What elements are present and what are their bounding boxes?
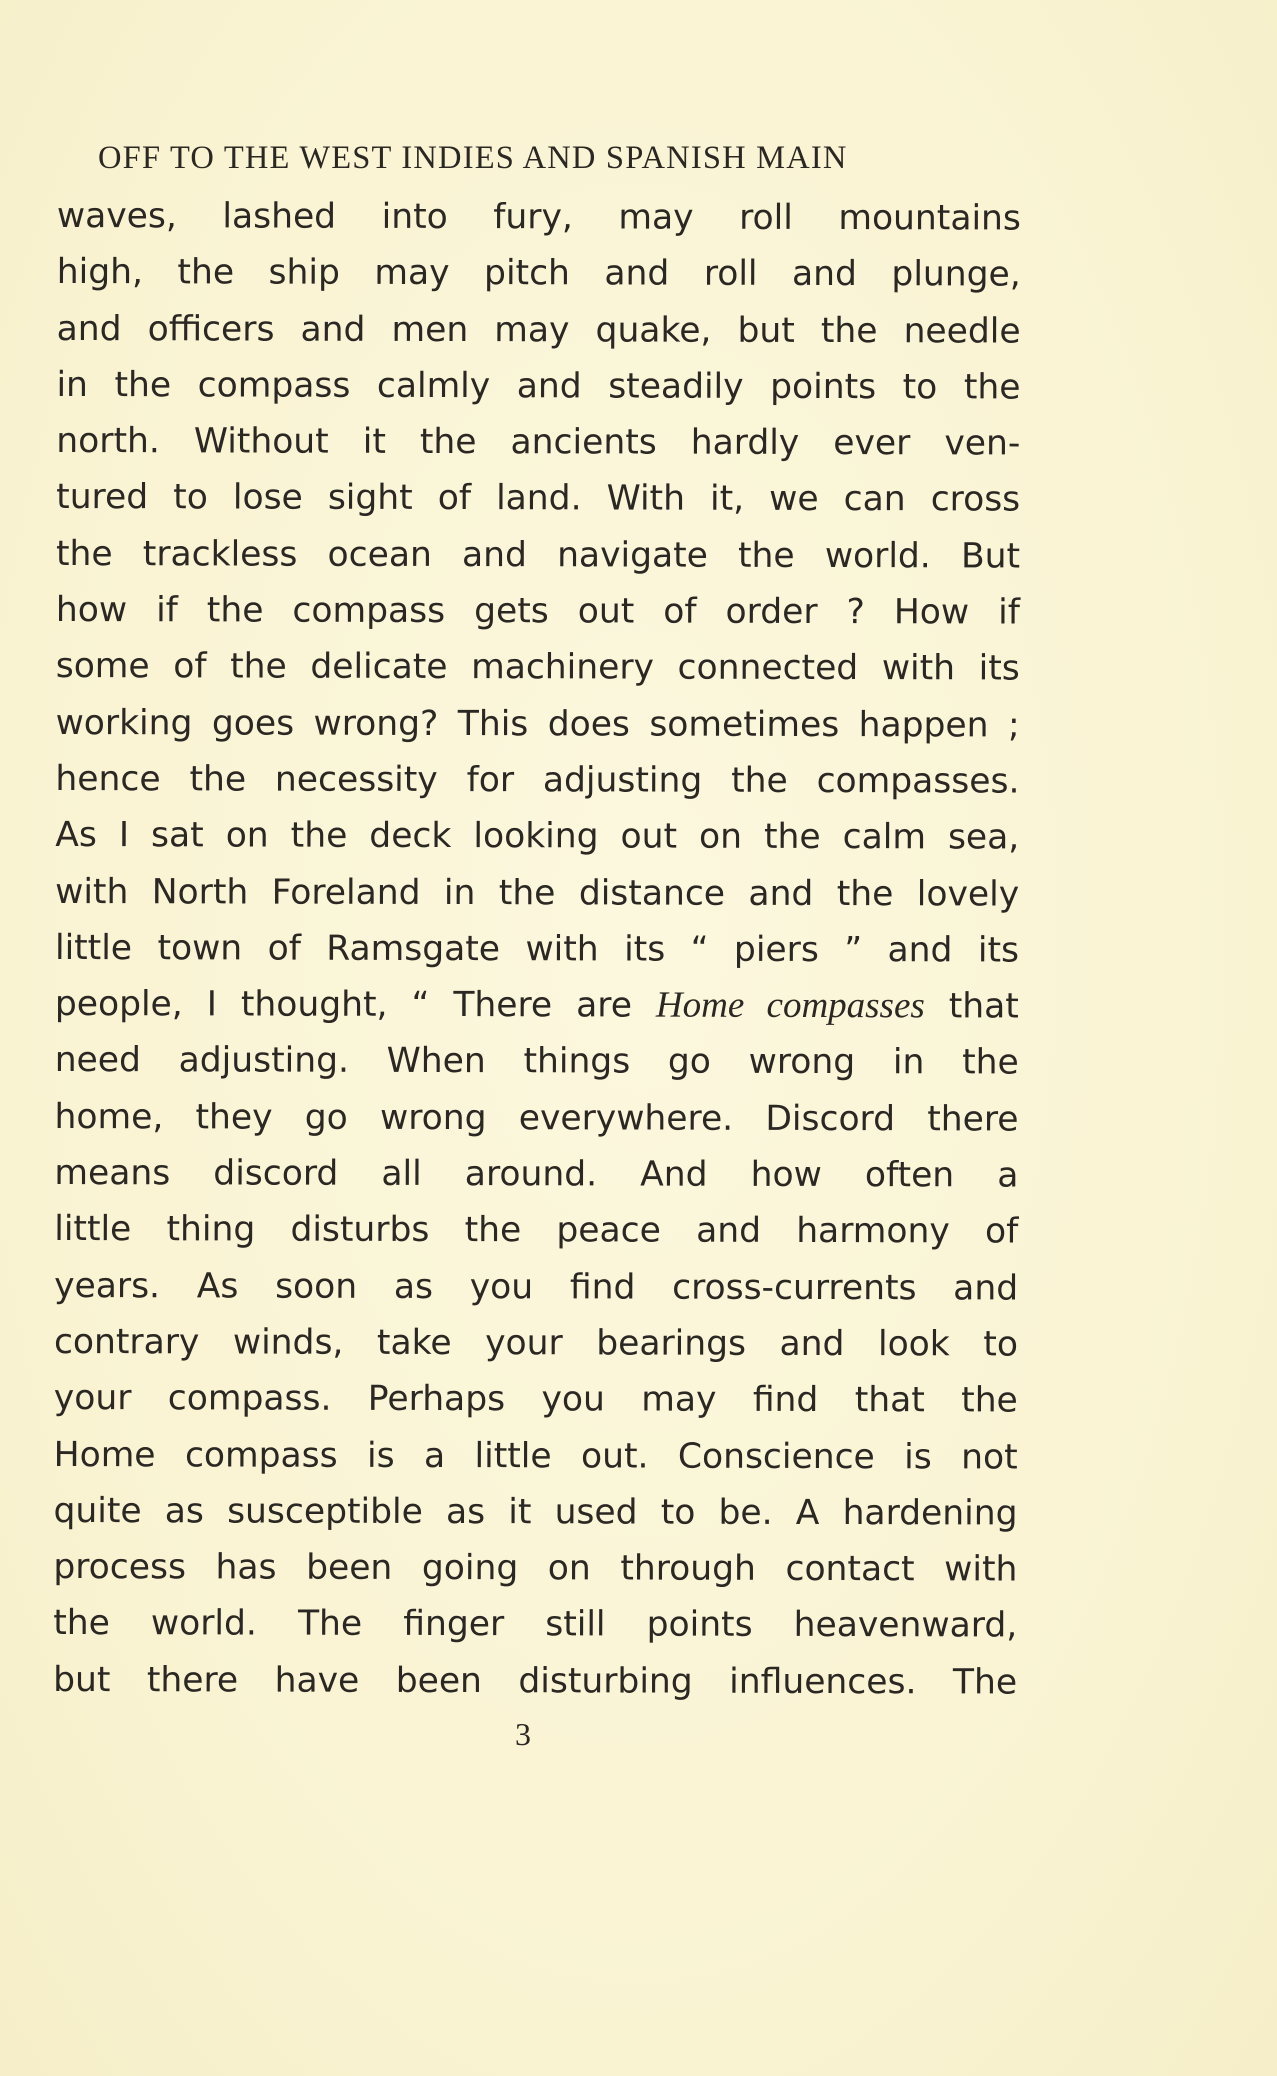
text-line — [56, 357, 1020, 416]
text-line — [56, 469, 1020, 528]
text-line — [55, 751, 1019, 810]
text-segment: your compass. Perhaps you may find that the — [53, 1378, 1018, 1421]
text-line — [54, 1089, 1018, 1148]
text-line — [55, 976, 1019, 1035]
text-segment: working goes wrong? This does sometimes happen ; — [55, 702, 1020, 746]
text-line — [54, 1370, 1018, 1429]
text-segment: As I sat on the deck looking out on the calm sea, — [55, 815, 1020, 858]
text-segment: hence the necessity for adjusting the compasses. — [55, 758, 1020, 802]
text-segment: Home compass is a little out. Conscience is not — [53, 1434, 1018, 1478]
text-segment: people, I thought, “ There are — [54, 984, 656, 1026]
text-segment: the world. The finger still points heavenward, — [53, 1603, 1018, 1646]
text-line — [56, 582, 1020, 641]
text-segment: waves, lashed into fury, may roll mountains — [56, 195, 1021, 239]
text-line — [54, 1314, 1018, 1373]
text-line — [53, 1652, 1017, 1711]
text-line — [56, 526, 1020, 585]
text-segment: years. As soon as you find cross-currents and — [54, 1265, 1019, 1309]
text-segment: how if the compass gets out of order ? How if — [55, 590, 1020, 633]
text-segment: high, the ship may pitch and roll and plunge, — [56, 252, 1021, 295]
running-header: OFF TO THE WEST INDIES AND SPANISH MAIN — [98, 140, 848, 176]
text-segment: process has been going on through contact with — [53, 1547, 1018, 1590]
body-text — [53, 188, 1021, 1711]
text-line — [54, 1427, 1018, 1486]
text-segment: quite as susceptible as it used to be. A hardening — [53, 1490, 1018, 1534]
text-segment: need adjusting. When things go wrong in the — [54, 1040, 1019, 1083]
text-segment: the trackless ocean and navigate the world. But — [55, 533, 1021, 577]
page-number: 3 — [515, 1716, 531, 1752]
text-segment: some of the delicate machinery connected with its — [55, 646, 1020, 689]
text-segment: contrary winds, take your bearings and look to — [53, 1321, 1019, 1365]
text-line — [57, 244, 1021, 303]
text-line — [54, 1258, 1018, 1317]
text-segment: and officers and men may quake, but the needle — [56, 308, 1021, 352]
text-line — [56, 695, 1020, 754]
text-segment: tured to lose sight of land. With it, we can cross — [56, 477, 1021, 521]
text-line — [55, 807, 1019, 866]
text-line — [55, 864, 1019, 923]
text-segment: home, they go wrong everywhere. Discord there — [54, 1096, 1019, 1140]
text-segment: that — [924, 986, 1019, 1027]
text-line — [55, 920, 1019, 979]
text-line — [57, 188, 1021, 247]
text-line — [54, 1145, 1018, 1204]
text-line — [53, 1595, 1017, 1654]
text-segment: little thing disturbs the peace and harmony of — [54, 1209, 1019, 1252]
italic-phrase: Home compasses — [655, 984, 925, 1027]
text-line — [53, 1483, 1017, 1542]
text-segment: but there have been disturbing influences. The — [53, 1659, 1018, 1703]
text-line — [56, 413, 1020, 472]
text-segment: north. Without it the ancients hardly ever ven- — [56, 421, 1021, 464]
text-segment: with North Foreland in the distance and the lovely — [55, 871, 1020, 915]
text-line — [56, 638, 1020, 697]
text-line — [57, 301, 1021, 360]
text-segment: in the compass calmly and steadily points to the — [56, 364, 1021, 408]
text-segment: little town of Ramsgate with its “ piers ” and its — [54, 927, 1020, 971]
text-line — [54, 1201, 1018, 1260]
text-segment: means discord all around. And how often a — [54, 1153, 1019, 1196]
text-line — [55, 1032, 1019, 1091]
text-line — [53, 1539, 1017, 1598]
